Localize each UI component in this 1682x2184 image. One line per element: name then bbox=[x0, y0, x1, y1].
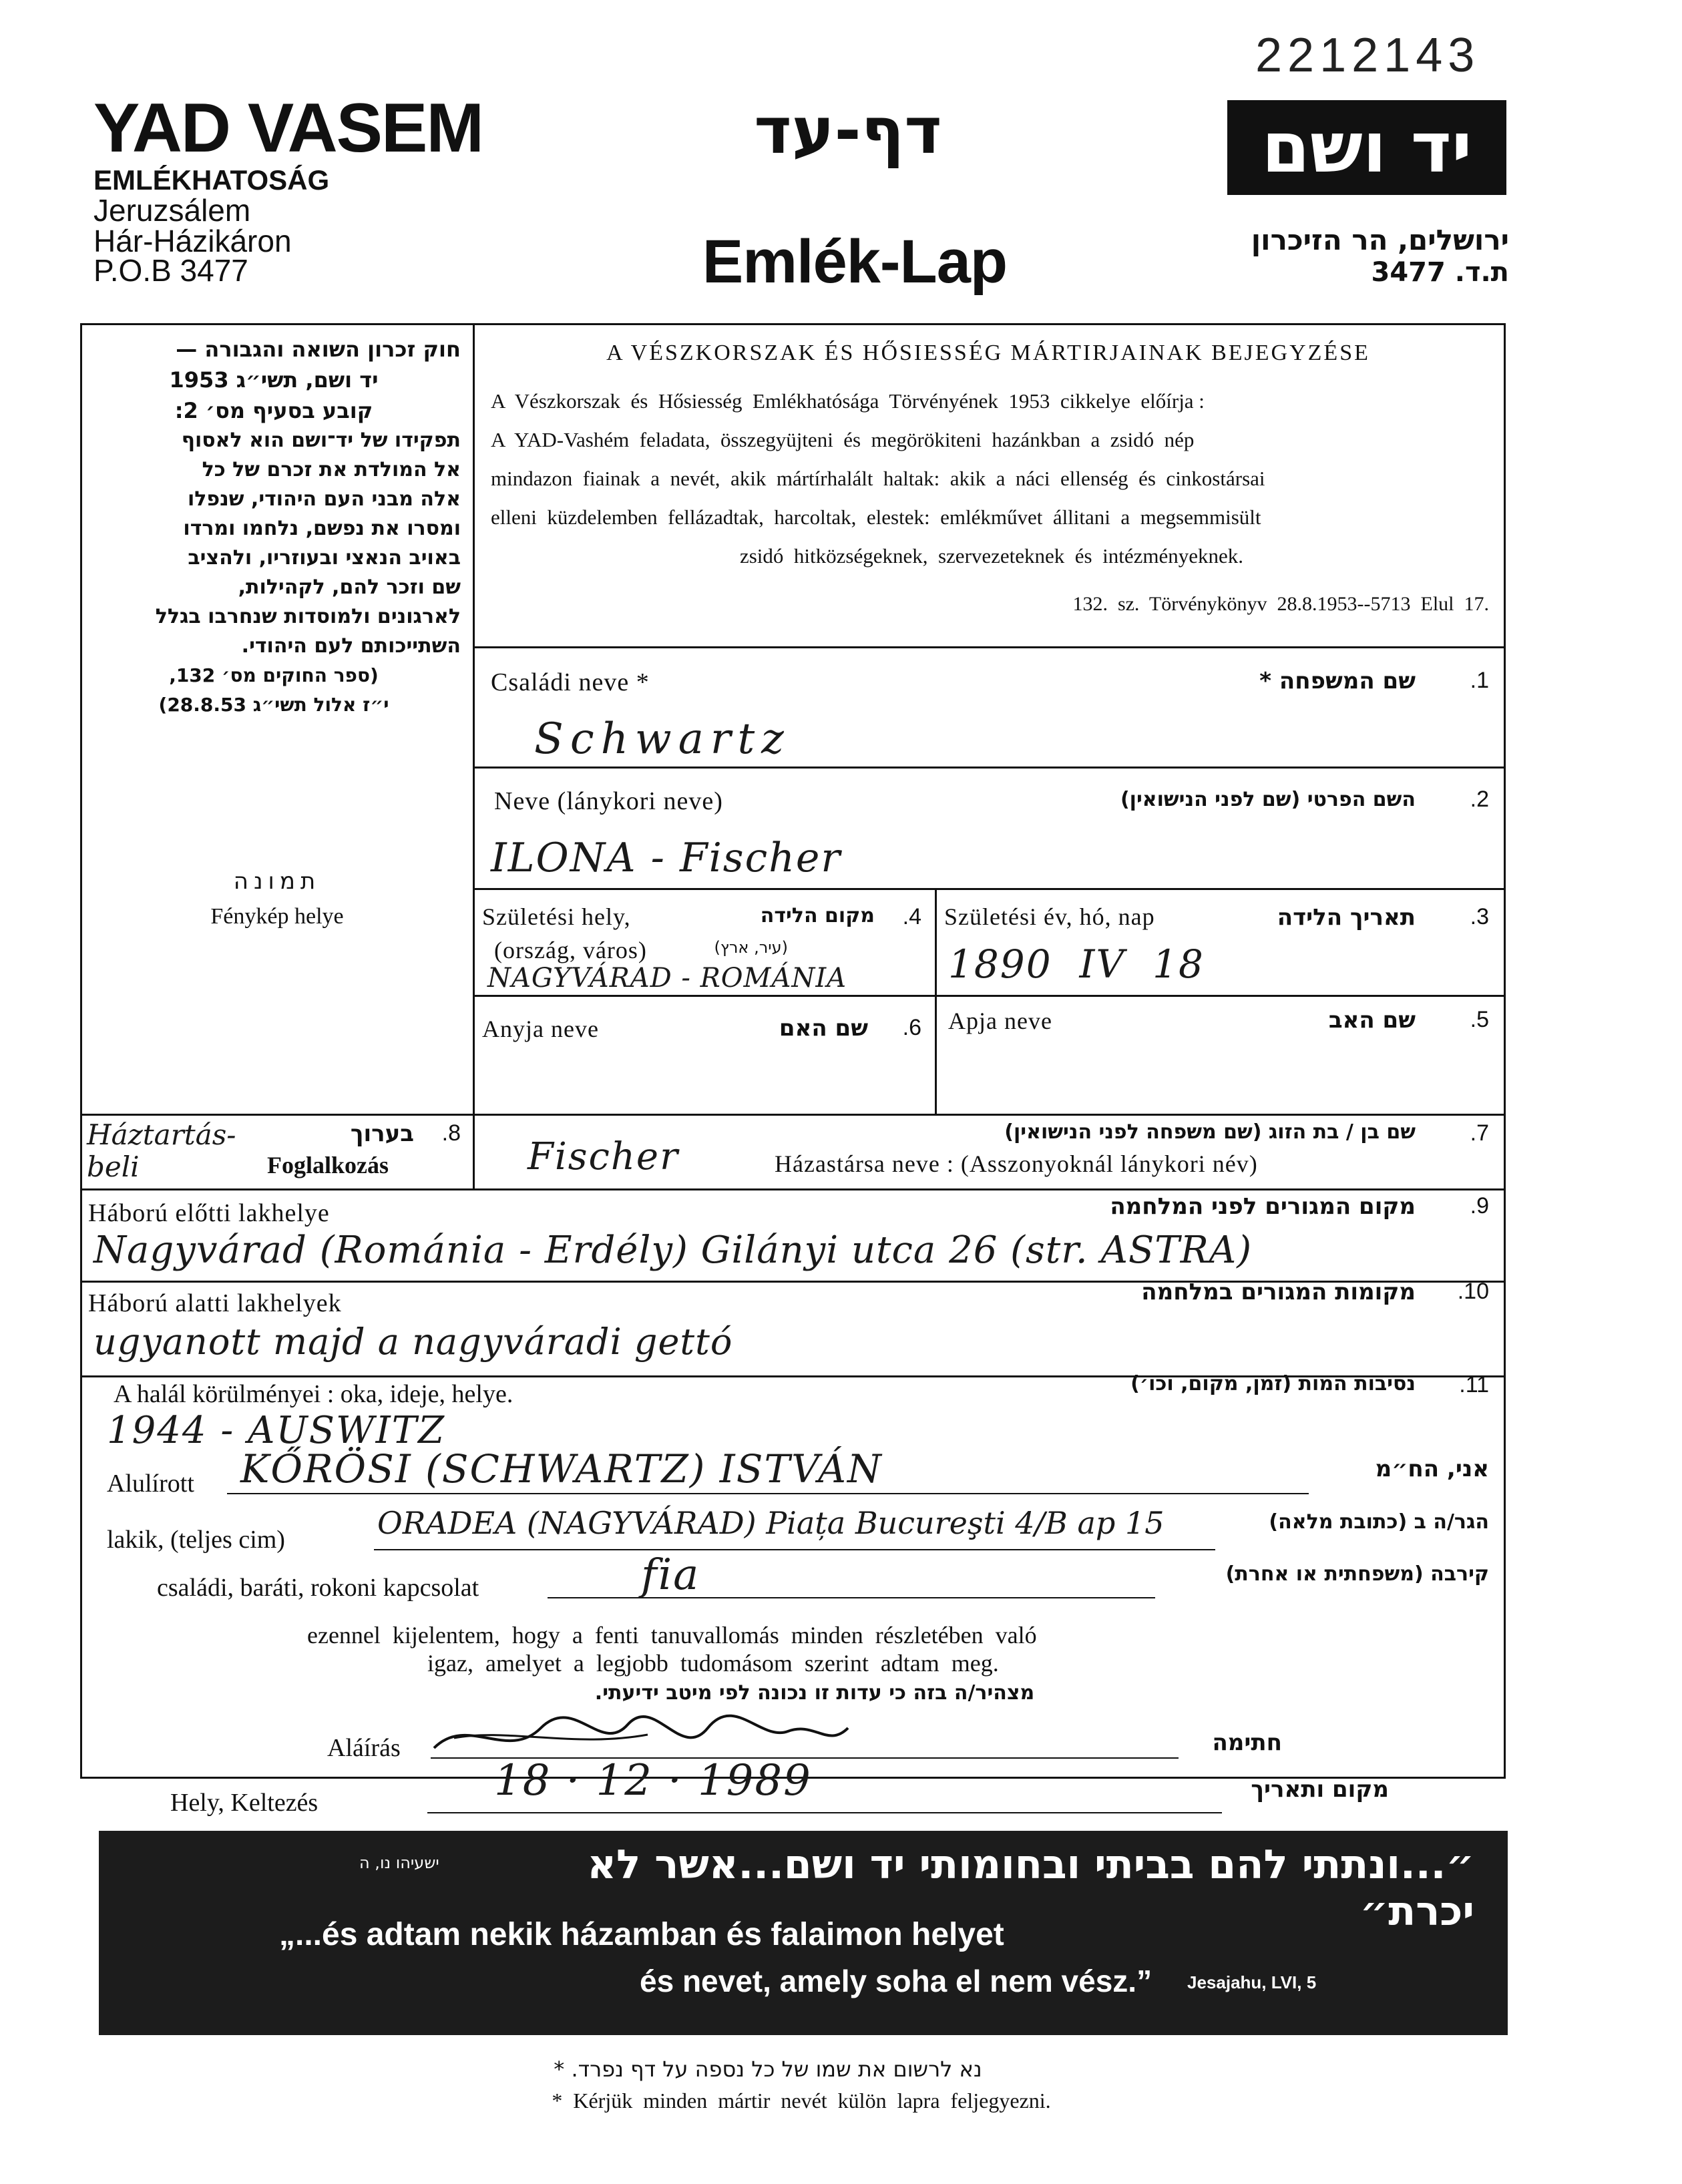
law-hebrew-line: השתייכותם לעם היהודי. bbox=[241, 634, 461, 658]
undersigned-label: Alulírott bbox=[107, 1470, 194, 1498]
field-4-value[interactable]: NAGYVÁRAD - ROMÁNIA bbox=[487, 963, 847, 994]
field-4-label-hebrew: מקום הלידה bbox=[760, 904, 875, 927]
field-8-number: .8 bbox=[441, 1120, 461, 1146]
field-9-label-hebrew: מקום המגורים לפני המלחמה bbox=[1110, 1193, 1416, 1220]
hebrew-address: ירושלים, הר הזיכרון bbox=[1251, 224, 1509, 256]
field-10-number: .10 bbox=[1457, 1279, 1489, 1304]
field-3-value[interactable]: 1890 IV 18 bbox=[948, 941, 1205, 987]
address-label-hebrew: הגר/ה ב (כתובת מלאה) bbox=[1269, 1510, 1489, 1534]
law-hebrew-line: ומסרו את נפשם, נלחמו ומרדו bbox=[183, 517, 461, 540]
field-9-value[interactable]: Nagyvárad (Románia - Erdély) Gilányi utca 26 (str. ASTRA) bbox=[93, 1229, 1253, 1272]
law-heading: A VÉSZKORSZAK ÉS HŐSIESSÉG MÁRTIRJAINAK BEJEGYZÉSE bbox=[606, 341, 1370, 365]
undersigned-value[interactable]: KŐRÖSI (SCHWARTZ) ISTVÁN bbox=[240, 1446, 883, 1492]
field-4-label-2: (ország, város) bbox=[494, 937, 647, 963]
law-hebrew-block bbox=[87, 334, 461, 720]
banner-hebrew-ref: ישעיהו נו, ה bbox=[359, 1853, 439, 1872]
law-hebrew-line: קובע בסעיף מס׳ 2: bbox=[174, 398, 373, 423]
field-7-label-hebrew: שם בן / בת הזוג (שם משפחה לפני הנישואין) bbox=[1004, 1120, 1416, 1144]
law-hebrew-line: יד ושם, תשי״ג 1953 bbox=[169, 367, 379, 393]
field-4-label-hebrew-2: (עיר, ארץ) bbox=[714, 938, 788, 957]
statement-line-2: igaz, amelyet a legjobb tudomásom szerint adtam meg. bbox=[427, 1650, 999, 1677]
field-10-label-hebrew: מקומות המגורים במלחמה bbox=[1141, 1279, 1416, 1305]
field-1-label-hebrew: שם המשפחה * bbox=[1259, 668, 1416, 694]
footer-hebrew-note: נא לרשום את שמו של כל נספה על דף נפרד. * bbox=[554, 2056, 982, 2082]
law-hebrew-line: (ספר החוקים מס׳ 132, bbox=[169, 664, 379, 686]
field-8-label-hebrew: בערוך bbox=[350, 1120, 414, 1147]
relation-label-hebrew: קירבה (משפחתית או אחרת) bbox=[1225, 1562, 1489, 1586]
hebrew-pob: ת.ד. 3477 bbox=[1371, 257, 1509, 288]
org-title: YAD VASEM bbox=[93, 89, 483, 167]
photo-label: Fénykép helye bbox=[210, 904, 344, 929]
address-value[interactable]: ORADEA (NAGYVÁRAD) Piața Bucureşti 4/B ap 15 bbox=[377, 1505, 1165, 1541]
field-6-label: Anyja neve bbox=[482, 1016, 599, 1042]
hebrew-form-title: דף-עד bbox=[754, 93, 942, 168]
place-date-label-hebrew: מקום ותאריך bbox=[1251, 1776, 1389, 1803]
yad-vashem-logo bbox=[1227, 100, 1506, 195]
field-1-number: .1 bbox=[1470, 668, 1489, 693]
logo-text: יד ושם bbox=[1261, 107, 1472, 188]
field-3-number: .3 bbox=[1470, 904, 1489, 929]
law-hebrew-line: תפקידו של יד־ושם הוא לאסוף bbox=[181, 429, 461, 452]
law-body-line: mindazon fiainak a nevét, akik mártírhalált haltak: akik a náci ellenség és cinkostársai bbox=[491, 467, 1265, 490]
law-hebrew-line: אלה מבני העם היהודי, שנפלו bbox=[187, 487, 461, 511]
banner-hebrew: ״...ונתתי להם בביתי ובחומותי יד ושם...אשר לא יכרת״ bbox=[587, 1841, 1474, 1935]
law-body-line: zsidó hitközségeknek, szervezeteknek és intézményeknek. bbox=[739, 544, 1244, 568]
org-hill: Hár-Házikáron bbox=[93, 224, 292, 258]
field-8-label: Foglalkozás bbox=[267, 1152, 389, 1178]
field-9-label: Háború előtti lakhelye bbox=[88, 1199, 330, 1227]
field-9-number: .9 bbox=[1470, 1193, 1489, 1219]
document-number: 2212143 bbox=[1255, 29, 1480, 82]
law-hebrew-line: באויב הנאצי ובעוזריו, ולהציב bbox=[188, 546, 461, 570]
field-2-number: .2 bbox=[1470, 787, 1489, 812]
field-11-value[interactable]: 1944 - AUSWITZ bbox=[107, 1409, 445, 1452]
law-body bbox=[491, 382, 1492, 576]
statement-hebrew: מצהיר/ה בזה כי עדות זו נכונה לפי מיטב ידיעתי. bbox=[594, 1681, 1035, 1705]
field-4-number: .4 bbox=[902, 904, 921, 929]
photo-placeholder bbox=[87, 868, 467, 929]
law-citation: 132. sz. Törvénykönyv 28.8.1953--5713 Elul 17. bbox=[1072, 593, 1489, 615]
law-hebrew-line: אל המולדת את זכרם של כל bbox=[202, 458, 461, 481]
org-city: Jeruzsálem bbox=[93, 193, 251, 228]
field-1-value[interactable]: Schwartz bbox=[534, 714, 791, 764]
field-6-label-hebrew: שם האם bbox=[779, 1015, 868, 1042]
field-2-label: Neve (lánykori neve) bbox=[494, 787, 723, 815]
quote-banner bbox=[99, 1831, 1508, 2035]
address-label: lakik, (teljes cim) bbox=[107, 1526, 285, 1554]
org-subtitle: EMLÉKHATOSÁG bbox=[93, 164, 330, 196]
field-8-value[interactable]: Háztartás-beli bbox=[87, 1118, 236, 1183]
signature-label-hebrew: חתימה bbox=[1212, 1729, 1282, 1756]
banner-ref: Jesajahu, LVI, 5 bbox=[1187, 1972, 1317, 1992]
law-body-line: A YAD-Vashém feladata, összegyüjteni és megörökiteni hazánkban a zsidó nép bbox=[491, 428, 1195, 451]
field-7-value[interactable]: Fischer bbox=[528, 1135, 679, 1178]
field-5-number: .5 bbox=[1470, 1007, 1489, 1032]
footer-note: * Kérjük minden mártir nevét külön lapra feljegyezni. bbox=[552, 2089, 1051, 2113]
banner-line-2: és nevet, amely soha el nem vész.” bbox=[640, 1964, 1152, 1998]
field-2-value[interactable]: ILONA - Fischer bbox=[491, 835, 842, 881]
undersigned-label-hebrew: אני, הח״מ bbox=[1375, 1456, 1489, 1482]
field-7-number: .7 bbox=[1470, 1120, 1489, 1146]
law-hebrew-line: י״ז אלול תשי״ג 28.8.53) bbox=[158, 694, 389, 716]
field-7-label: Házastársa neve : (Asszonyoknál lánykori név) bbox=[775, 1150, 1258, 1177]
statement-line-1: ezennel kijelentem, hogy a fenti tanuvallomás minden részletében való bbox=[307, 1622, 1037, 1649]
form-title: Emlék-Lap bbox=[702, 228, 1008, 296]
relation-value[interactable]: fia bbox=[641, 1550, 700, 1600]
law-hebrew-line: חוק זכרון השואה והגבורה — bbox=[176, 337, 461, 362]
field-1-label: Családi neve * bbox=[491, 668, 650, 696]
field-3-label: Születési év, hó, nap bbox=[944, 903, 1155, 930]
signature-label: Aláírás bbox=[327, 1734, 401, 1762]
banner-line-1: „...és adtam nekik házamban és falaimon helyet bbox=[279, 1917, 1004, 1952]
field-5-label: Apja neve bbox=[948, 1008, 1052, 1034]
field-11-number: .11 bbox=[1459, 1372, 1489, 1397]
photo-label-hebrew: תמונה bbox=[233, 868, 321, 895]
field-2-label-hebrew: השם הפרטי (שם לפני הנישואין) bbox=[1120, 788, 1416, 811]
field-10-label: Háború alatti lakhelyek bbox=[88, 1289, 342, 1317]
field-11-label-hebrew: נסיבות המות (זמן, מקום, וכו׳) bbox=[1130, 1372, 1416, 1395]
field-10-value[interactable]: ugyanott majd a nagyváradi gettó bbox=[93, 1321, 733, 1363]
law-body-line: A Vészkorszak és Hősiesség Emlékhatósága Törvényének 1953 cikkelye előírja : bbox=[491, 389, 1205, 413]
field-11-label: A halál körülményei : oka, ideje, helye. bbox=[114, 1380, 513, 1408]
field-5-label-hebrew: שם האב bbox=[1328, 1007, 1416, 1034]
field-3-label-hebrew: תאריך הלידה bbox=[1277, 904, 1416, 931]
place-date-value[interactable]: 18 · 12 · 1989 bbox=[494, 1756, 812, 1805]
place-date-label: Hely, Keltezés bbox=[170, 1789, 319, 1817]
law-body-line: elleni küzdelemben fellázadtak, harcoltak, elestek: emlékművet állitani a megsemmisült bbox=[491, 505, 1261, 529]
org-pob: P.O.B 3477 bbox=[93, 253, 248, 288]
field-4-label: Születési hely, bbox=[482, 903, 631, 930]
field-6-number: .6 bbox=[902, 1015, 921, 1040]
law-hebrew-line: שם וזכר להם, לקהילות, bbox=[238, 576, 461, 599]
law-hebrew-line: לארגונים ולמוסדות שנחרבו בגלל bbox=[155, 605, 461, 628]
relation-label: családi, baráti, rokoni kapcsolat bbox=[157, 1574, 479, 1602]
